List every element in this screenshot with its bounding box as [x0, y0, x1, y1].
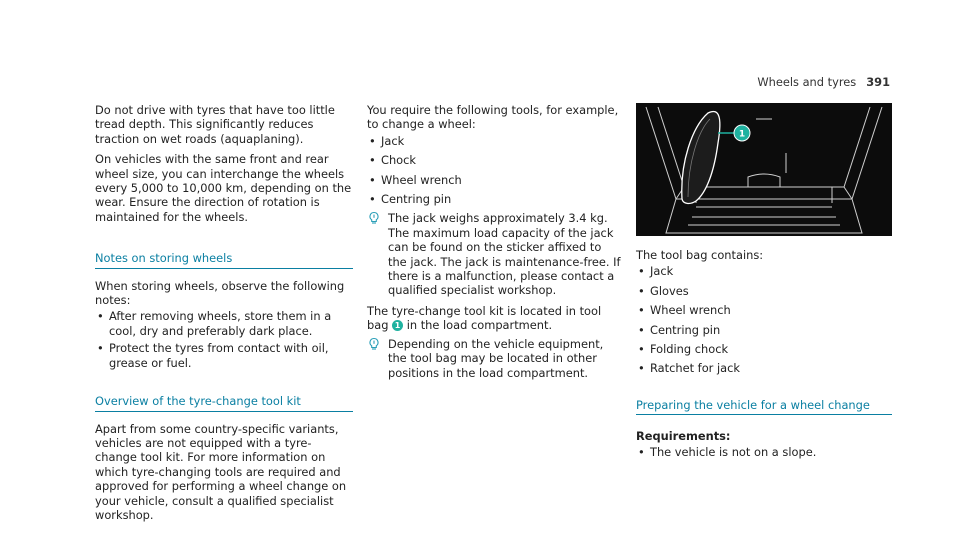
requirements-list: [636, 445, 892, 459]
load-compartment-drawing: [636, 103, 892, 236]
column-middle: [367, 103, 623, 386]
wheel-interchange-paragraph: On vehicles with the same front and rear wheel size, you can interchange the wheels every 5,000 to 10,000 km, depending on the wear. Ensure the direction of rotation is maintained for the wheels.: [95, 152, 352, 224]
list-item: • Jack: [636, 264, 892, 278]
figure-callout-1: 1: [738, 129, 746, 140]
heading-preparing-wheel-change: Preparing the vehicle for a wheel change: [636, 398, 892, 415]
list-item: • Wheel wrench: [636, 303, 892, 317]
required-tools-list: [367, 134, 623, 207]
list-item: • After removing wheels, store them in a cool, dry and preferably dark place.: [95, 309, 353, 338]
list-item: • Wheel wrench: [367, 173, 623, 187]
list-item: • Centring pin: [367, 192, 623, 206]
tool-kit-location-text: The tyre-change tool kit is located in tool bag 1 in the load compartment.: [367, 303, 602, 333]
list-item: • Folding chock: [636, 342, 892, 356]
page-header: [757, 75, 890, 89]
tool-kit-overview-text: Apart from some country-specific variants, vehicles are not equipped with a tyre-change tool kit. For more information on which tyre-changing tools are required and approved for performing a wheel change on your vehicle, consult a qualified specialist workshop.: [95, 421, 347, 522]
page-number: 391: [866, 75, 890, 89]
info-lightbulb-icon: [367, 211, 381, 225]
list-item: • The vehicle is not on a slope.: [636, 445, 892, 459]
callout-badge: 1: [392, 320, 403, 331]
tool-bag-location-note: [367, 337, 623, 380]
list-item: • Jack: [367, 134, 623, 148]
list-item: • Gloves: [636, 284, 892, 298]
requirements-label: Requirements:: [636, 429, 731, 444]
column-right: [636, 103, 892, 463]
column-left: [95, 103, 353, 528]
list-item: • Ratchet for jack: [636, 361, 892, 375]
jack-note-text: The jack weighs approximately 3.4 kg. The maximum load capacity of the jack can be found on the sticker affixed to the jack. The jack is maintenance-free. If there is a malfunction, please contact a qualified specialist workshop.: [388, 211, 621, 298]
list-item: • Chock: [367, 153, 623, 167]
info-lightbulb-icon: [367, 337, 381, 351]
tool-bag-location-text: Depending on the vehicle equipment, the tool bag may be located in other positions in the load compartment.: [388, 336, 604, 380]
jack-note: [367, 211, 623, 297]
tool-bag-contents-intro: The tool bag contains:: [636, 248, 764, 262]
heading-tool-kit-overview: Overview of the tyre-change tool kit: [95, 394, 353, 411]
heading-storing-wheels: Notes on storing wheels: [95, 251, 353, 268]
list-item: • Protect the tyres from contact with oil, grease or fuel.: [95, 341, 353, 370]
storing-notes-list: [95, 309, 353, 370]
section-title: Wheels and tyres: [757, 75, 857, 89]
load-compartment-illustration: [636, 103, 892, 236]
tread-depth-paragraph: Do not drive with tyres that have too little tread depth. This significantly reduces traction on wet roads (aquaplaning).: [95, 103, 335, 146]
list-item: • Centring pin: [636, 323, 892, 337]
required-tools-intro: You require the following tools, for example, to change a wheel:: [367, 103, 619, 132]
storing-intro: When storing wheels, observe the following notes:: [95, 278, 345, 308]
tool-bag-contents-list: [636, 264, 892, 375]
